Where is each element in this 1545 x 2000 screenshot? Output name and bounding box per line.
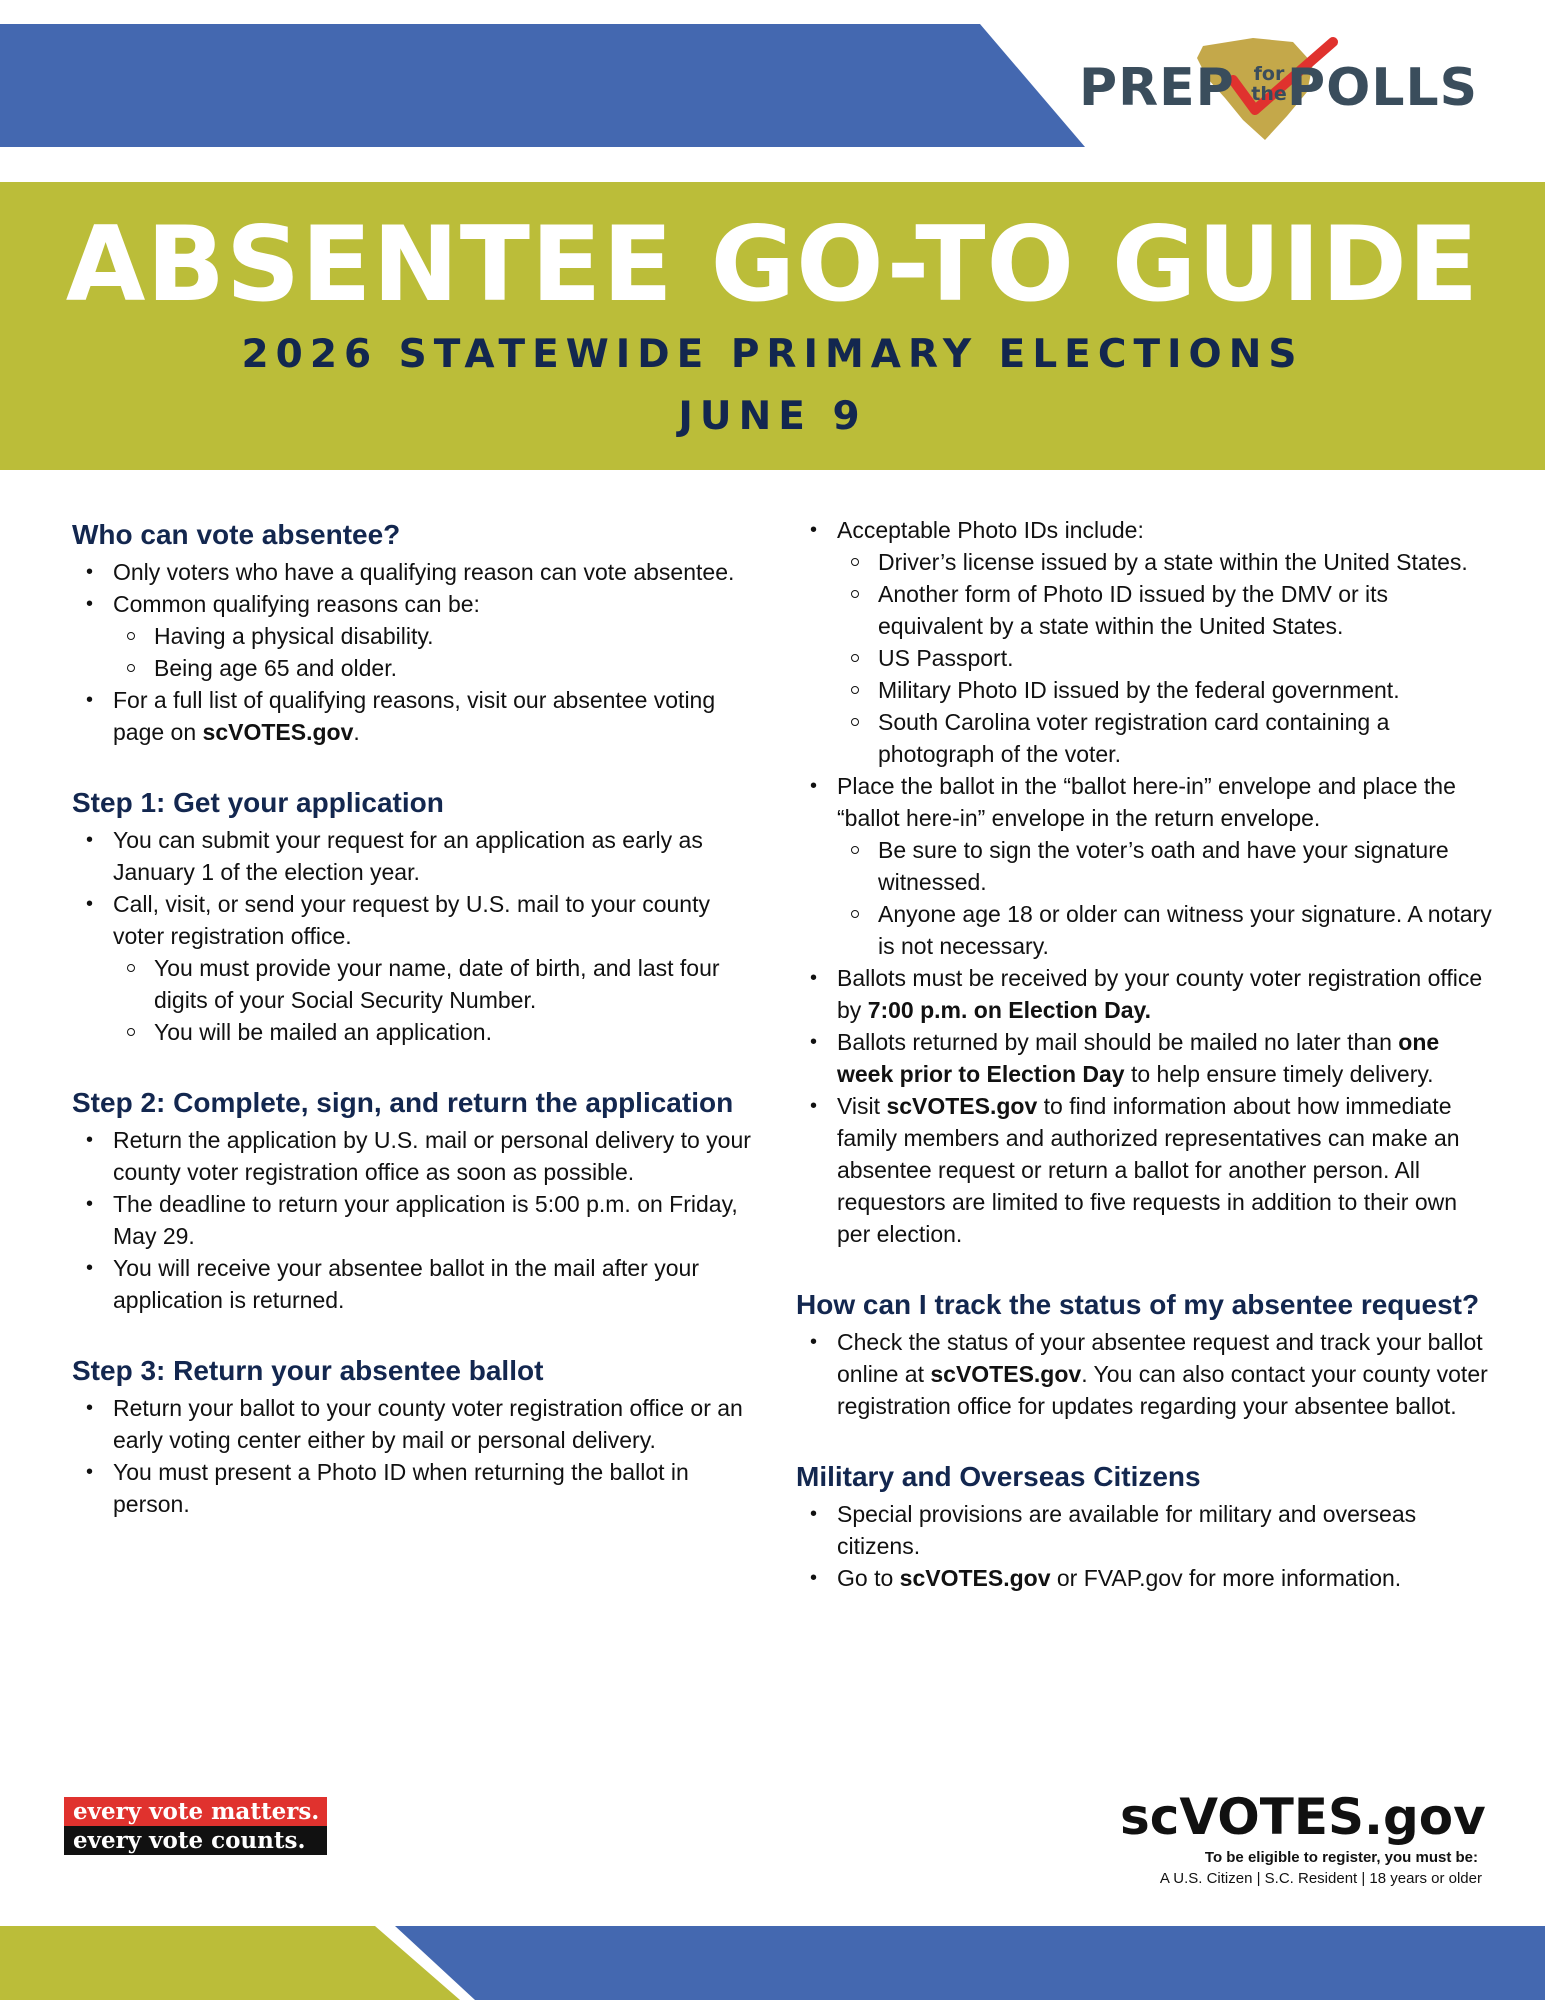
list-item: • You will receive your absentee ballot in the mail after your application is returned. — [72, 1252, 760, 1316]
eligibility-heading: To be eligible to register, you must be: — [1204, 1849, 1478, 1866]
prep-for-the-polls-logo — [1075, 28, 1495, 148]
sub-list-item: Having a physical disability. — [113, 620, 760, 652]
logo-text-for-the — [1245, 64, 1293, 104]
election-subtitle: 2026 STATEWIDE PRIMARY ELECTIONS — [241, 332, 1304, 377]
list-item — [796, 1090, 1496, 1250]
list-item-text: Ballots must be received by your county voter registration office by — [837, 965, 1483, 1023]
list-item — [796, 962, 1496, 1026]
sub-list-item: Driver’s license issued by a state within the United States. — [837, 546, 1496, 578]
sub-list-item: Military Photo ID issued by the federal government. — [837, 674, 1496, 706]
tagline-matters: every vote matters. — [64, 1797, 327, 1826]
eligibility-requirements: A U.S. Citizen | S.C. Resident | 18 years or older — [1159, 1870, 1482, 1887]
sub-list-item: Being age 65 and older. — [113, 652, 760, 684]
list-item — [796, 514, 1496, 770]
list-item — [796, 770, 1496, 962]
list-item-text: Go to — [837, 1565, 900, 1591]
footer-green-bar — [0, 1926, 460, 2000]
list-item-text: . — [353, 719, 360, 745]
list-item-text: Acceptable Photo IDs include: — [837, 517, 1144, 543]
list-item — [796, 1562, 1496, 1594]
title-banner — [0, 182, 1545, 470]
list-item: • Return the application by U.S. mail or personal delivery to your county voter registration office as soon as possible. — [72, 1124, 760, 1188]
section-step-1 — [72, 782, 760, 1048]
list-item-text: Ballots returned by mail should be mailed no later than — [837, 1029, 1399, 1055]
footer-blue-bar — [395, 1926, 1545, 2000]
section-military-overseas — [796, 1456, 1496, 1594]
section-heading: Military and Overseas Citizens — [796, 1461, 1201, 1492]
logo-text-prep: PREP — [1079, 58, 1235, 118]
list-item — [796, 1326, 1496, 1422]
election-date: JUNE 9 — [678, 394, 867, 439]
list-item: • Special provisions are available for military and overseas citizens. — [796, 1498, 1496, 1562]
sub-list-item: Another form of Photo ID issued by the DMV or its equivalent by a state within the United States. — [837, 578, 1496, 642]
list-item — [72, 588, 760, 684]
scvotes-link[interactable]: scVOTES.gov — [202, 719, 354, 745]
list-item-text: For a full list of qualifying reasons, visit our absentee voting page on — [113, 687, 716, 745]
list-item: • The deadline to return your application is 5:00 p.m. on Friday, May 29. — [72, 1188, 760, 1252]
list-item: • You can submit your request for an application as early as January 1 of the election year. — [72, 824, 760, 888]
sub-list-item: US Passport. — [837, 642, 1496, 674]
list-item — [72, 684, 760, 748]
section-heading: Step 3: Return your absentee ballot — [72, 1355, 544, 1386]
sub-list-item: South Carolina voter registration card containing a photograph of the voter. — [837, 706, 1496, 770]
deadline-text: 7:00 p.m. on Election Day. — [867, 997, 1151, 1023]
section-step-3 — [72, 1350, 760, 1520]
scvotes-link[interactable]: scVOTES.gov — [899, 1565, 1051, 1591]
list-item: • Only voters who have a qualifying reason can vote absentee. — [72, 556, 760, 588]
list-item — [72, 888, 760, 1048]
section-heading: Who can vote absentee? — [72, 519, 401, 550]
sub-list-item: You must provide your name, date of birth, and last four digits of your Social Security Number. — [113, 952, 760, 1016]
section-who-can-vote — [72, 514, 760, 748]
sub-list-item: Anyone age 18 or older can witness your signature. A notary is not necessary. — [837, 898, 1496, 962]
logo-text-polls: POLLS — [1287, 58, 1479, 118]
right-column — [796, 514, 1496, 1628]
list-item-text: Place the ballot in the “ballot here-in” envelope and place the “ballot here-in” envelope in the return envelope. — [837, 773, 1456, 831]
list-item-text: . You can also contact your county voter registration office for updates regarding your absentee ballot. — [837, 1361, 1488, 1419]
scvotes-site-name[interactable]: scVOTES.gov — [1120, 1788, 1486, 1846]
sub-list-item: Be sure to sign the voter’s oath and have your signature witnessed. — [837, 834, 1496, 898]
page-title: ABSENTEE GO-TO GUIDE — [65, 205, 1480, 325]
list-item — [796, 1026, 1496, 1090]
list-item-text: Common qualifying reasons can be: — [113, 591, 480, 617]
list-item-text: to find information about how immediate family members and authorized representatives can make an absentee request or return a ballot for another person. All requestors are limited to five requests in addition to their own per election. — [837, 1093, 1460, 1247]
list-item-text: Check the status of your absentee request and track your ballot online at — [837, 1329, 1483, 1387]
logo-text-for: for — [1253, 63, 1285, 85]
section-step-2 — [72, 1082, 760, 1316]
section-photo-id-return — [796, 514, 1496, 1250]
logo-text-the: the — [1251, 83, 1287, 105]
scvotes-link[interactable]: scVOTES.gov — [930, 1361, 1082, 1387]
sub-list-item: You will be mailed an application. — [113, 1016, 760, 1048]
list-item-text: to help ensure timely delivery. — [1124, 1061, 1434, 1087]
tagline-counts: every vote counts. — [64, 1826, 327, 1855]
section-track-status — [796, 1284, 1496, 1422]
section-heading: How can I track the status of my absentee request? — [796, 1289, 1480, 1320]
every-vote-tagline — [64, 1797, 327, 1855]
list-item-text: Call, visit, or send your request by U.S. mail to your county voter registration office. — [113, 891, 710, 949]
scvotes-footer — [1120, 1788, 1486, 1890]
scvotes-link[interactable]: scVOTES.gov — [886, 1093, 1038, 1119]
header-blue-bar — [0, 24, 1085, 147]
list-item: • You must present a Photo ID when returning the ballot in person. — [72, 1456, 760, 1520]
list-item-text: Visit — [837, 1093, 887, 1119]
list-item-text: or FVAP.gov for more information. — [1050, 1565, 1402, 1591]
mail-deadline-text: one week prior to Election Day — [837, 1029, 1440, 1087]
left-column — [72, 514, 760, 1554]
section-heading: Step 1: Get your application — [72, 787, 444, 818]
section-heading: Step 2: Complete, sign, and return the application — [72, 1087, 734, 1118]
list-item: • Return your ballot to your county voter registration office or an early voting center either by mail or personal delivery. — [72, 1392, 760, 1456]
